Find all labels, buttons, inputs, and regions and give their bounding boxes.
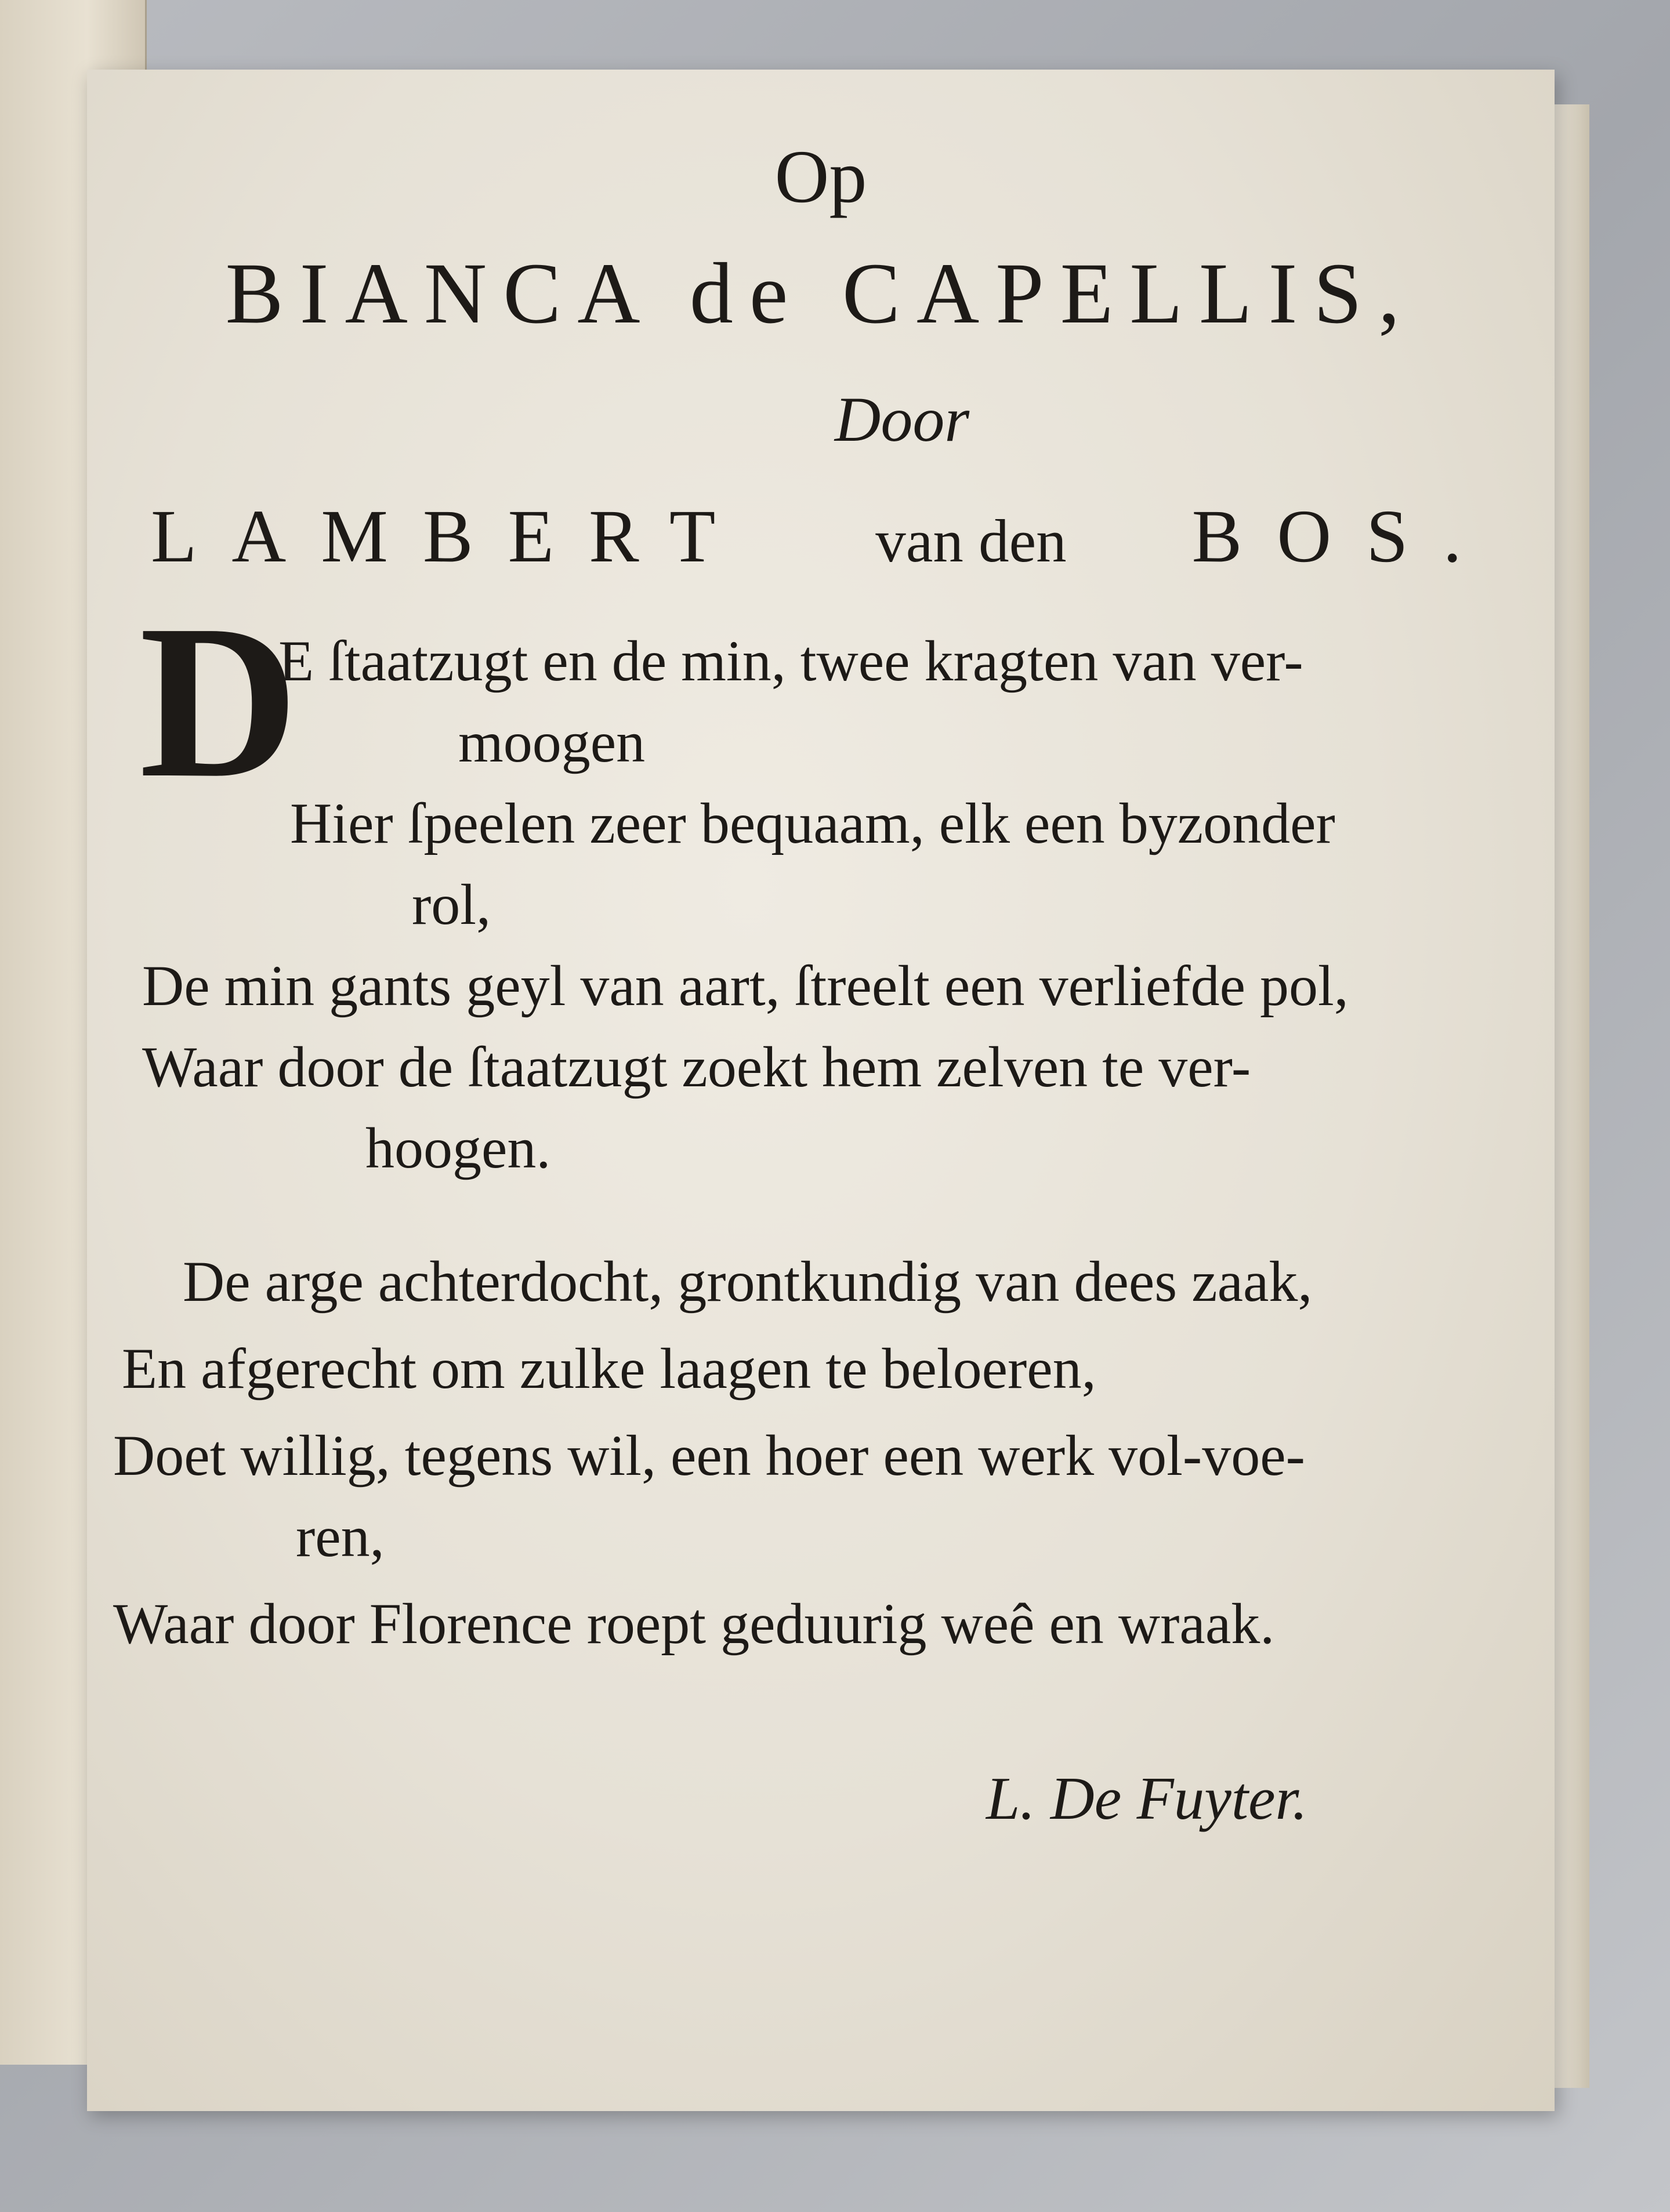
author-first: LAMBERT xyxy=(151,495,751,578)
poem-line-5: De min gants geyl van aart, ſtreelt een verliefde pol, xyxy=(142,953,1349,1018)
poem-line-8: De arge achterdocht, grontkundig van dees zaak, xyxy=(183,1249,1313,1314)
book-page xyxy=(87,70,1555,2111)
heading-title: BIANCA de CAPELLIS, xyxy=(225,245,1417,342)
drop-cap: D xyxy=(139,579,299,824)
signature: L. De Fuyter. xyxy=(986,1764,1308,1832)
author-mid: van den xyxy=(875,507,1067,575)
poem-line-4: rol, xyxy=(412,872,491,937)
author-last: BOS. xyxy=(1191,495,1497,578)
heading-op: Op xyxy=(774,135,867,219)
poem-line-9: En afgerecht om zulke laagen te beloeren, xyxy=(122,1336,1096,1401)
author-line xyxy=(151,493,1497,580)
poem-line-1: E ſtaatzugt en de min, twee kragten van ver- xyxy=(278,629,1303,693)
poem-line-7: hoogen. xyxy=(365,1116,551,1180)
poem-line-10: Doet willig, tegens wil, een hoer een werk vol-voe- xyxy=(113,1423,1305,1488)
poem-line-2: moogen xyxy=(458,710,646,774)
poem-line-3: Hier ſpeelen zeer bequaam, elk een byzonder xyxy=(290,791,1335,855)
poem-line-6: Waar door de ſtaatzugt zoekt hem zelven te ver- xyxy=(142,1035,1251,1099)
poem-line-12: Waar door Florence roept geduurig weê en wraak. xyxy=(113,1591,1275,1656)
heading-door: Door xyxy=(834,384,970,455)
poem-line-11: ren, xyxy=(296,1504,385,1569)
